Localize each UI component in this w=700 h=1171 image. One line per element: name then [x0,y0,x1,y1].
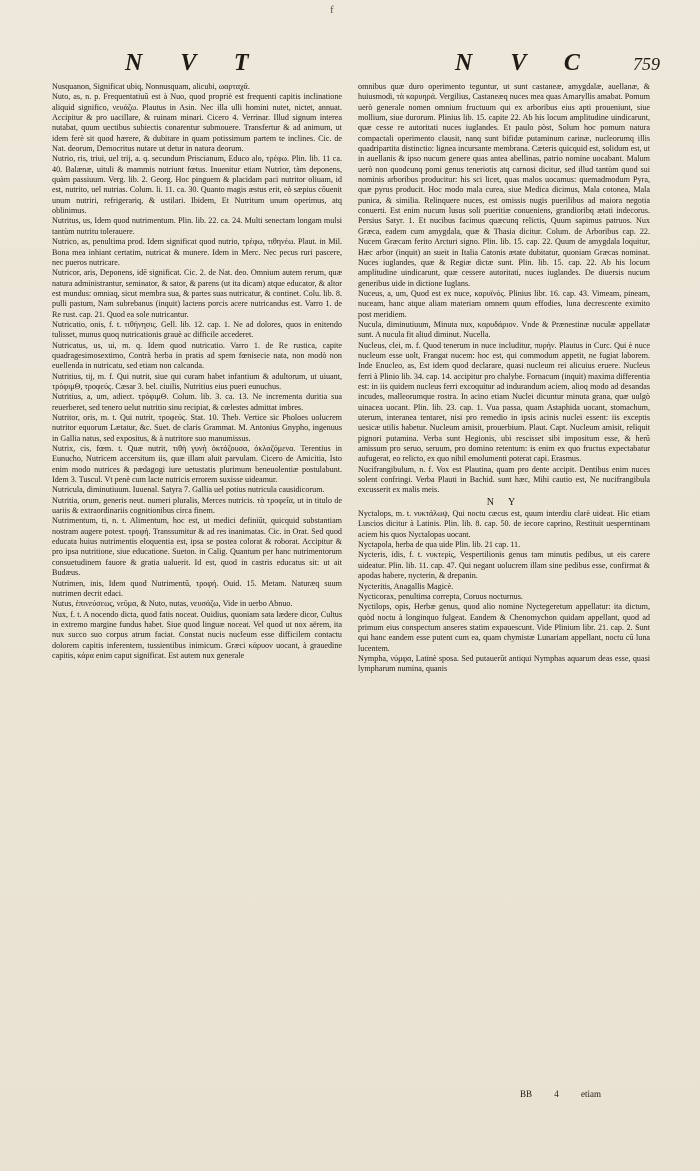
section-label: N Y [486,496,522,508]
dictionary-entry: Nutrix, cis, fœm. t. Quæ nutrit, τιθὴ γυνὴ ὁκτάζουσα, ὀκλαζόμενα. Terentius in Eunucho, Nutricem accersitum iis, quæ illam aluit parvulam. Cicero de Amicitia, Isto enim modo nutrices & pædagogi iure uetustatis plurimum beneuolentiæ postulabunt. Idem 3. Tuscul. Vt penè cum lacte nutricis errorem suxisse uideamur. [52,444,342,485]
dictionary-entry: Nutritia, orum, generis neut. numeri pluralis, Merces nutricis. τὰ τροφεῖα, ut in titulo de uariis & extraordinariis cognitionibus circa finem. [52,495,342,516]
page-number: 759 [633,54,660,74]
page-footer [520,1089,621,1099]
dictionary-entry: Nucula, diminutiuum, Minuta nux, καρυδάριον. Vnde & Prænestinæ nuculæ appellatæ sunt. A nucula fit aliud diminut. Nucella. [358,319,650,340]
right-column [358,82,650,675]
dictionary-entry: Nutricatio, onis, f. t. τιθήνησις. Gell. lib. 12. cap. 1. Ne ad dolores, quos in enitendo tulisset, munus quoq nutricationis grauè ac difficile accederet. [52,319,342,340]
dictionary-entry: Nycticorax, penultima correpta, Coruus nocturnus. [358,591,523,601]
dictionary-entry: Nutritor, oris, m. t. Qui nutrit, τροφεύς. Stat. 10. Theb. Vertice sic Pholoes uolucrem nutritor equorum Lætatur, &c. Suet. de claris Grammat. M. Antonius Gnypho, ingenuus in Gallia natus, sed expositus, & à nutritore suo manumissus. [52,413,342,443]
dictionary-entry: Nutricor, aris, Deponens, idē significat. Cic. 2. de Nat. deo. Omnium autem rerum, quæ natura administrantur, seminator, & sator, & parens (ut ita dicam) atque educator, & altor est mundus: omniaq, sicut membra sua, & partes suas nutricatur, & continet. Colu. lib. 8. pulli pastum, Nam subrebanus (inquit) lactens porcis acere nutricandus est. Varro 1. de Re rust. cap. 21. Quod ea sole nutricantur. [52,268,342,319]
dictionary-entry: Nyctilops, opis, Herbæ genus, quod alio nomine Nyctegeretum appellatur: ita dictum, quòd noctu à longinquo fulgeat. Eandem & Chenomychon quidam appellant, quod ad primum eius conspectum anseres statim expauescunt. Vide Plinium libr. 21. cap. 2. Sunt qui hanc eandem esse putent cum ea, quam chymistæ Lunariam appellant, noctu cū luna lucentem. [358,602,650,653]
dictionary-entry: Nutricatus, us, ui, m. q. Idem quod nutricatio. Varro 1. de Re rustica, capite quadragesimosextimo, Contrà herba in pratis ad spem fœnisecie nata, non modò non euellenda in nutricatu, sed etiam non calcanda. [52,340,342,371]
running-head [0,50,700,80]
dictionary-entry: omnibus quæ duro operimento teguntur, ut sunt castaneæ, amygdalæ, auellanæ, & huiusmodi, τὰ καρυηρά. Vergilius, Castaneæq nuces mea quas Amaryllis amabat. Pomum uerò generale nomen omnium fructuum qui ex arboribus eius apti proueniunt, siue mollium, siue durorum. Plinius lib. 15. capite 22. Ab his locum amplitudine uindicarunt, quæ cesse re autoritati nuces iuglandes. Et paulo pòst, Solum hoc pomum natura compactali operimento clausit, nanq sunt bifidæ putaminum carinæ, nucleorumq illis quadripartita distinctio: lignea incursante membrana. Cæteris quicquid est, solidum est, ut in auellanis & ipso nucum genere quas antea abellinas, patrio nomine uocabant. Malum uerò non quodcunq pomi genus teneriotis atq carnosi dicitur, sed illud tantùm quod sui nominis arboribus producitur: his sci licet, quas malos uocamus: quemadmodum Pyra, quæ pyrus producit. Hoc modo mala curea, siue Medica dicimus, Mala cotonea, Mala punica, & similia. Relinquere nuces, est omissis nugis puerilibus ad maiora negotia conuerti. Est enim nucum lusus soli pueritiæ conueniens, grandioribq ætati indecorus. Persius Satyr. 1. Et nucibus facimus quæcunq relictis, Quum sapimus patruos. Nux Græca, eadem cum amygdala, quæ & Thasia dicitur. Colum. de Arboribus cap. 22. Nucem Græcam ferito Arcturi signo. Plin. lib. 15. cap. 22. Quum de amygdala loquitur, Hæc arbor (inquit) an sueit in Italia Catonis ætate dubitatur, quoniam Græcas nominat. Nuces iuglandes, quæ & Regiæ dictæ sunt. Plin. lib. 15. cap. 22. Ab his locum amplitudine uindicarunt, quæ cessere autoritati, nuces iuglandes. De diuersis nucum generibus uide in dictione Iuglans. [358,82,650,288]
dictionary-entry: Nux, f. t. A nocendo dicta, quod fatis noceat. Ouidius, quoniam sata lædere dicor, Cultus in extremo margine fundus habet. Siue quod linguæ noceat. Vel quod ut nox aërem, ita nux succo suo corpus atrum faciat. Constat nucis nucleum esse difficilem contactu dolorem capitis inferentem, tussientibus inimicum. Græci κάρυον uocant, à grauedine capitis, κάρα enim caput significat. Est autem nux generale [52,609,342,660]
dictionary-entry: Nyctalops, m. t. νυκτάλωψ, Qui noctu cæcus est, quum interdiu clarè uideat. Hic etiam Luscios dicitur à Latinis. Plin. lib. 8. cap. 50. de iecore caprino, Restituit uesperntinam aciem his quos Nyctalopas uocant. [358,509,650,539]
right-column-top [358,82,650,496]
dictionary-entry: Nutrio, ris, triui, uel trij, a. q. secundum Priscianum, Educo alo, τρέφω. Plin. lib. 11 ca. 40. Balænæ, uituli & mammis nutriunt fœtus. Inuenitur etiam Nutrior, tàm deponens, quàm passiuum. Verg. lib. 2. Georg. Hoc pinguem & placidam paci nutritor oliuam, id est, nutrito, uel nutrias. Colum. li. 11. ca. 30. Quanto magis æstus erit, eò sæpius cōuenit unum nutriri, refrigerariq, & ustilari. Ibidem, Et Nutritum unum operimus, atq oblinimus. [52,154,342,216]
dictionary-entry: Nucifrangibulum, n. f. Vox est Plautina, quam pro dente accipit. Dentibus enim nuces solent confringi. Verba Plauti in Bachid. sunt hæc, Mihi cautio est, Ne nucifrangibula excusserit ex malis meis. [358,464,650,495]
dictionary-entry: Nucleus, clei, m. f. Quod tenerum in nuce includitur, πυρήν. Plautus in Curc. Qui è nuce nucleum esse uolt, Frangat nucem: hoc est, qui commodum appetit, ne fugiat laborem. Inde Enucleo, as, Est idem quod declarare, quasi nucleum rei alicuius eruere. Nucleus ferri à Plinio lib. 34. cap. 14. accipitur pro chalybe. Fornacum (inquit) maxima differentia est: in iis quidem nucleus ferri excoquitur ad indurandum aciem, alioq modo ad desandas incudes, malleorumque rostra. In acino etiam Nuclei dicuntur minuta grana, quæ uulgò uinacea uocant. Plin. lib. 23. cap. 1. Vua passa, quam Astaphida uocant, stomachum, uterum, interanea tentaret, nisi pro remedio in ipsis acinis nuclei essent: iis exceptis uesicæ utilis habetur. Nucleum amisit, prouerbium. Plaut. Capt. Nucleum amisit, reliquit pignori putamina. Verba sunt Hegionis, ubi rescisset sibi impositum esse, & herū amissum pro seruo, seruum, pro domino retentum: is enim ex quo fructus expectabatur aufugerat, eo relicto, ex quo nihil emolumenti poterat capi. Erasmus. [358,340,650,464]
dictionary-entry: Nutritus, us, Idem quod nutrimentum. Plin. lib. 22. ca. 24. Multi senectam longam mulsi tantùm nutritu tolerauere. [52,216,342,236]
left-column [52,82,342,661]
dictionary-entry: Nutrimentum, ti, n. t. Alimentum, hoc est, ut medici definiūt, quicquid substantiam nostram augere potest. τροφή. Transsumitur & ad res inanimatas. Cic. in Orat. Sed quod educata huius nutrimentis eloquentia est, ipsa se postea colorat & roborat. Accipitur & pro ipsa nutritione, siue educatione. Sueton. in Calig. Quantum per hanc nutrimentorum consuetudinem fauore & gratia ualuerit. Id est, quod in castris educatus sit: ut ait Budæus. [52,516,342,578]
dictionary-entry: Nycteris, idis, f. t. νυκτερίς, Vespertilionis genus tam minutis pedibus, ut eis carere uideatur. Plin. lib. 11. cap. 47. Qui negant uolucrem illam sine pedibus esse, confirmat & apodas habere, nycterin, & drepanin. [358,550,650,581]
dictionary-entry: Nutus, ἐπινεύσεως, νεῦμα, & Nuto, nutas, νευσάζω, Vide in uerbo Abnuo. [52,599,293,609]
dictionary-entry: Nutrico, as, penultima prod. Idem significat quod nutrio, τρέφω, τιθηνέω. Plaut. in Mil. Bona mea inhiant certatim, nutricat & munere. Idem in Merc. Nec pecus ruri pascere, nec pueros nutricare. [52,237,342,267]
running-head-right: N V C [455,50,596,76]
top-mark: f [330,4,334,16]
dictionary-entry: Nyctapola, herba de qua uide Plin. lib. 21 cap. 11. [358,540,521,550]
dictionary-entry: Nusquanon, Significat ubiq, Nonnusquam, alicubi, ωαρταχᾶ. [52,82,250,91]
catchword: etiam [581,1089,602,1099]
dictionary-entry: Nutritius, a, um, adiect. τρόφιμΘ. Colum. lib. 3. ca. 13. Ne incrementa duritia sua reuerberet, sed tenero uelut nutritio sinu recipiat, & cœlestes admittat imbres. [52,392,342,412]
dictionary-entry: Nutricula, diminutiuum. Iuuenal. Satyra 7. Gallia uel potius nutricula causidicorum. [52,485,325,495]
dictionary-entry: Nycteritis, Anagallis Magicè. [358,581,454,591]
right-column-bottom [358,509,650,675]
signature-mark: BB [520,1089,533,1099]
dictionary-entry: Nuceus, a, um, Quod est ex nuce, καρυϊνός. Plinius libr. 16. cap. 43. Vimeam, pineam, nuceam, hanc atque aliam materiam omnem quum effodies, luna decrescente eximito post meridiem. [358,288,650,319]
dictionary-entry: Nutrimen, inis, Idem quod Nutrimentū, τροφή. Ouid. 15. Metam. Naturæq suum nutrimen decrit edaci. [52,578,342,598]
dictionary-entry: Nuto, as, n. p. Frequentatiuū est à Nuo, quod propriè est frequenti capitis inclinatione aliquid significo, νευάζω. Plautus in Asin. Nec illa ulli homini nutet, nictet, annuat. Accipitur & pro uacillare, & ruinam minari. Cicero 4. Verrinar. Illud signum interea nutabat, quum uectibus subiectis conarentur submouere. Transfertur & ad animum, ut idem ferè sit quod hærere, & dubitare in quam potissimum partem te inclines. Cic. de Nat. deorum, Democritus nutare ut detur in natura deorum. [52,92,342,154]
dictionary-entry: Nutritius, tij, m. f. Qui nutrit, siue qui curam habet infantium & adultorum, ut uiuant, τρόφιμΘ, τροφεύς. Cæsar 3. bel. ciuilis, Nutritius eius pueri eunuchus. [52,371,342,391]
running-head-left: N V T [125,50,265,76]
dictionary-entry: Nympha, νύμφα, Latinè sposa. Sed putauerūt antiqui Nymphas aquarum deas esse, quasi lympharum numina, quanis [358,653,650,674]
sheet-number: 4 [554,1089,559,1099]
